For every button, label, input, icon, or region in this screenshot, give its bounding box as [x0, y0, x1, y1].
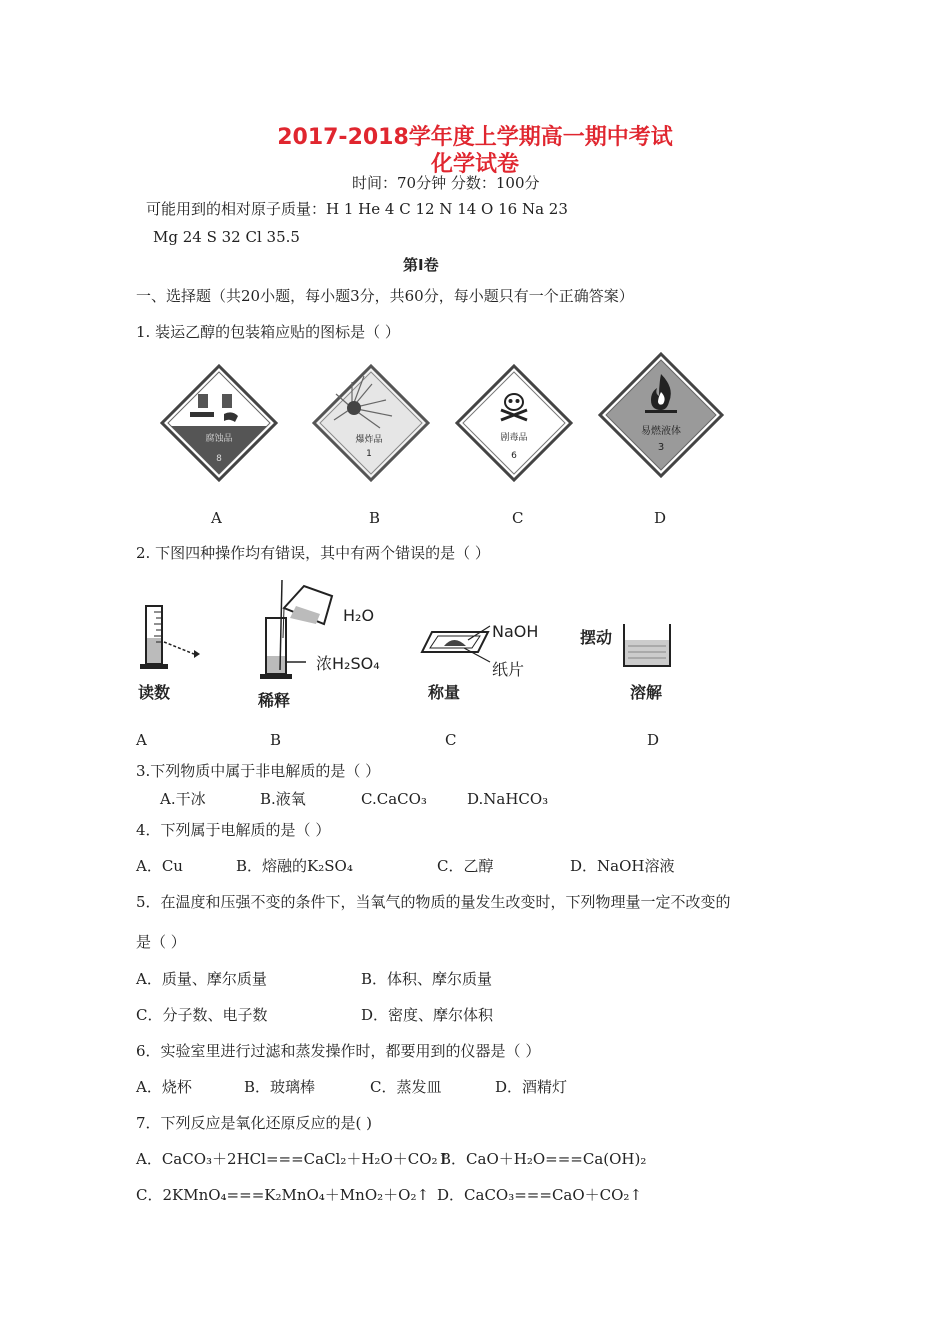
label-paper: 纸片 [492, 660, 525, 679]
label-water: H₂O [343, 606, 375, 625]
q2-option-b: B [270, 731, 282, 749]
q3-option-d: D.NaHCO₃ [467, 790, 549, 808]
q5-option-a: A．质量、摩尔质量 [136, 970, 267, 988]
q1-option-a: A [211, 509, 222, 527]
label-shake: 摆动 [580, 628, 613, 647]
sign-label: 腐蚀品 [205, 434, 233, 444]
q2-option-d: D [647, 731, 660, 749]
sign-flammable [598, 352, 724, 478]
q3-option-b: B.液氧 [260, 790, 306, 808]
q3-option-a: A.干冰 [160, 790, 206, 808]
fig-caption: 读数 [138, 683, 171, 702]
atomic-masses-line1: 可能用到的相对原子质量：H 1 He 4 C 12 N 14 O 16 Na 23 [146, 200, 568, 218]
q5-stem-line2: 是（ ） [136, 933, 186, 951]
q2-stem: 2. 下图四种操作均有错误，其中有两个错误的是（ ） [136, 544, 490, 562]
q7-option-a: A．CaCO₃＋2HCl===CaCl₂＋H₂O＋CO₂↑ [136, 1150, 451, 1168]
sign-number: 8 [216, 454, 222, 464]
label-naoh: NaOH [492, 622, 539, 641]
atomic-masses-line2: Mg 24 S 32 Cl 35.5 [153, 228, 300, 246]
q6-stem: 6．实验室里进行过滤和蒸发操作时，都要用到的仪器是（ ） [136, 1042, 541, 1060]
sign-label: 剧毒品 [500, 433, 528, 443]
q7-option-d: D．CaCO₃===CaO＋CO₂↑ [437, 1186, 643, 1204]
exam-subtitle: 化学试卷 [430, 152, 519, 177]
sign-toxic [455, 364, 573, 482]
sign-label: 易燃液体 [641, 426, 681, 437]
sign-label: 爆炸品 [355, 435, 383, 445]
fig-caption: 称量 [428, 683, 461, 702]
q3-stem: 3.下列物质中属于非电解质的是（ ） [136, 762, 381, 780]
sign-number: 6 [511, 451, 517, 461]
q4-option-a: A．Cu [136, 857, 183, 875]
q2-option-a: A [136, 731, 147, 749]
time-score: 时间：70分钟 分数：100分 [352, 174, 540, 192]
q7-stem: 7．下列反应是氧化还原反应的是( ) [136, 1114, 373, 1132]
sign-explosive [312, 364, 430, 482]
q6-option-d: D．酒精灯 [495, 1078, 568, 1096]
q7-option-c: C．2KMnO₄===K₂MnO₄＋MnO₂＋O₂↑ [136, 1186, 430, 1204]
q5-stem-line1: 5．在温度和压强不变的条件下，当氧气的物质的量发生改变时，下列物理量一定不改变的 [136, 893, 731, 911]
section-instructions: 一、选择题（共20小题，每小题3分，共60分，每小题只有一个正确答案） [136, 287, 634, 305]
q1-option-d: D [654, 509, 667, 527]
q6-option-a: A．烧杯 [136, 1078, 192, 1096]
q7-option-b: B．CaO＋H₂O===Ca(OH)₂ [440, 1150, 647, 1168]
fig-caption: 稀释 [258, 691, 291, 710]
fig-caption: 溶解 [630, 683, 663, 702]
q3-option-c: C.CaCO₃ [361, 790, 427, 808]
sign-corrosive [160, 364, 278, 482]
q5-option-d: D．密度、摩尔体积 [361, 1006, 494, 1024]
fig-weighing [418, 618, 498, 678]
q6-option-b: B．玻璃棒 [244, 1078, 316, 1096]
q1-stem: 1. 装运乙醇的包装箱应贴的图标是（ ） [136, 323, 400, 341]
fig-dissolving [618, 620, 678, 670]
sign-number: 3 [657, 442, 665, 453]
q5-option-c: C．分子数、电子数 [136, 1006, 268, 1024]
q2-option-c: C [445, 731, 457, 749]
q5-option-b: B．体积、摩尔质量 [361, 970, 493, 988]
q1-option-c: C [512, 509, 524, 527]
q1-option-b: B [369, 509, 381, 527]
label-acid: 浓H₂SO₄ [316, 654, 380, 673]
q4-option-d: D．NaOH溶液 [570, 857, 675, 875]
q4-option-b: B．熔融的K₂SO₄ [236, 857, 353, 875]
sign-number: 1 [366, 449, 372, 459]
fig-reading [136, 598, 216, 678]
q6-option-c: C．蒸发皿 [370, 1078, 442, 1096]
q4-stem: 4．下列属于电解质的是（ ） [136, 821, 331, 839]
volume-heading: 第Ⅰ卷 [403, 256, 439, 274]
q4-option-c: C．乙醇 [437, 857, 494, 875]
exam-title: 2017-2018学年度上学期高一期中考试 [277, 125, 673, 150]
